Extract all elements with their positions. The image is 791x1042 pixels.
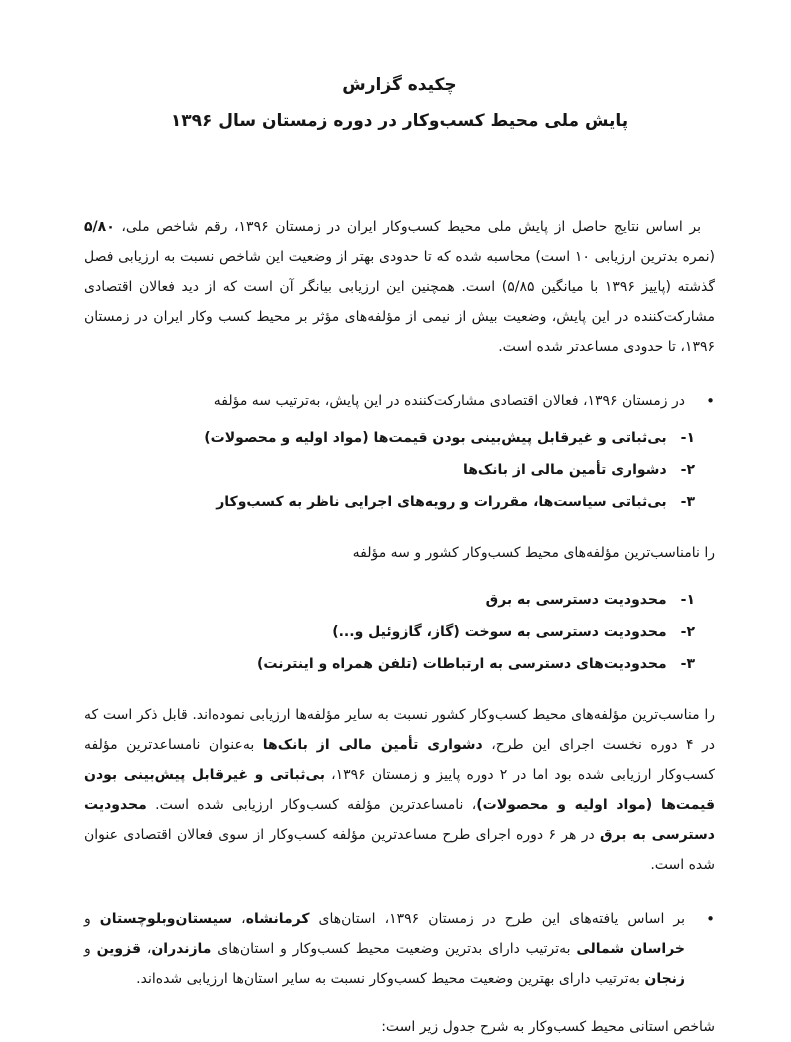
list-number: ۱- bbox=[680, 430, 695, 446]
closing-paragraph: را مناسب‌ترین مؤلفه‌های محیط کسب‌وکار کشور نسبت به سایر مؤلفه‌ها ارزیابی نموده‌اند. قابل ذکر است که در ۴ دوره نخست اجرای این طرح، دشواری تأمین مالی از بانک‌ها به‌عنوان نامساعدترین مؤلفه کسب‌وکار ارزیابی شده بود اما در ۲ دوره پاییز و زمستان ۱۳۹۶، بی‌ثباتی و غیرقابل پیش‌بینی بودن قیمت‌ها (مواد اولیه و محصولات)، نامساعدترین مؤلفه کسب‌وکار ارزیابی شده است. محدودیت دسترسی به برق در هر ۶ دوره اجرای طرح مساعدترین مؤلفه کسب‌وکار از سوی فعالان اقتصادی عنوان شده است. bbox=[84, 707, 716, 873]
list-item-text: دشواری تأمین مالی از بانک‌ها bbox=[462, 462, 667, 478]
best-components-list bbox=[84, 584, 715, 680]
bullet-item-1 bbox=[84, 386, 715, 416]
list-item-text: بی‌ثباتی و غیرقابل پیش‌بینی بودن قیمت‌ها (مواد اولیه و محصولات) bbox=[204, 430, 667, 446]
list-number: ۲- bbox=[680, 462, 695, 478]
numbered-list-item bbox=[84, 422, 695, 454]
list-item-text: محدودیت‌های دسترسی به ارتباطات (تلفن همراه و اینترنت) bbox=[256, 656, 667, 672]
numbered-list-item bbox=[84, 648, 695, 680]
bullet1-intro: در زمستان ۱۳۹۶، فعالان اقتصادی مشارکت‌کننده در این پایش، به‌ترتیب سه مؤلفه bbox=[213, 393, 685, 409]
provinces-paragraph: بر اساس یافته‌های این طرح در زمستان ۱۳۹۶، استان‌های کرمانشاه، سیستان‌وبلوچستان و خراسان شمالی به‌ترتیب دارای بدترین وضعیت محیط کسب‌وکار و استان‌های مازندران، قزوین و زنجان به‌ترتیب دارای بهترین وضعیت محیط کسب‌وکار نسبت به سایر استان‌ها ارزیابی شده‌اند. bbox=[84, 911, 686, 987]
numbered-list-item bbox=[84, 616, 695, 648]
bullet-item-2 bbox=[84, 904, 715, 994]
list-item-text: محدودیت دسترسی به سوخت (گاز، گازوئیل و...) bbox=[332, 624, 667, 640]
list-number: ۳- bbox=[680, 656, 695, 672]
intro-paragraph: بر اساس نتایج حاصل از پایش ملی محیط کسب‌وکار ایران در زمستان ۱۳۹۶، رقم شاخص ملی، ۵/۸۰ (نمره بدترین ارزیابی ۱۰ است) محاسبه شده که تا حدودی بهتر از وضعیت این شاخص نسبت به ارزیابی فصل گذشته (پاییز ۱۳۹۶ با میانگین ۵/۸۵) است. همچنین این ارزیابی بیانگر آن است که از دید فعالان اقتصادی مشارکت‌کننده در این پایش، وضعیت بیش از نیمی از مؤلفه‌های مؤثر بر محیط کسب وکار ایران در زمستان ۱۳۹۶، تا حدودی مساعدتر شده است. bbox=[84, 219, 716, 355]
page-subtitle: پایش ملی محیط کسب‌وکار در دوره زمستان سال ۱۳۹۶ bbox=[170, 111, 629, 131]
numbered-list-item bbox=[84, 584, 695, 616]
list-item-text: محدودیت دسترسی به برق bbox=[485, 592, 667, 608]
worst-components-list bbox=[84, 422, 715, 518]
mid-connector-line: را نامناسب‌ترین مؤلفه‌های محیط کسب‌وکار کشور و سه مؤلفه bbox=[352, 545, 715, 561]
title-block bbox=[84, 68, 715, 140]
list-number: ۳- bbox=[680, 494, 695, 510]
page-title: چکیده گزارش bbox=[342, 75, 457, 95]
table-intro-line: شاخص استانی محیط کسب‌وکار به شرح جدول زیر است: bbox=[381, 1019, 715, 1035]
bullet-icon: • bbox=[706, 392, 715, 410]
list-item-text: بی‌ثباتی سیاست‌ها، مقررات و رویه‌های اجرایی ناظر به کسب‌وکار bbox=[216, 494, 667, 510]
list-number: ۲- bbox=[680, 624, 695, 640]
bullet-icon: • bbox=[706, 910, 715, 928]
list-number: ۱- bbox=[680, 592, 695, 608]
numbered-list-item bbox=[84, 486, 695, 518]
numbered-list-item bbox=[84, 454, 695, 486]
